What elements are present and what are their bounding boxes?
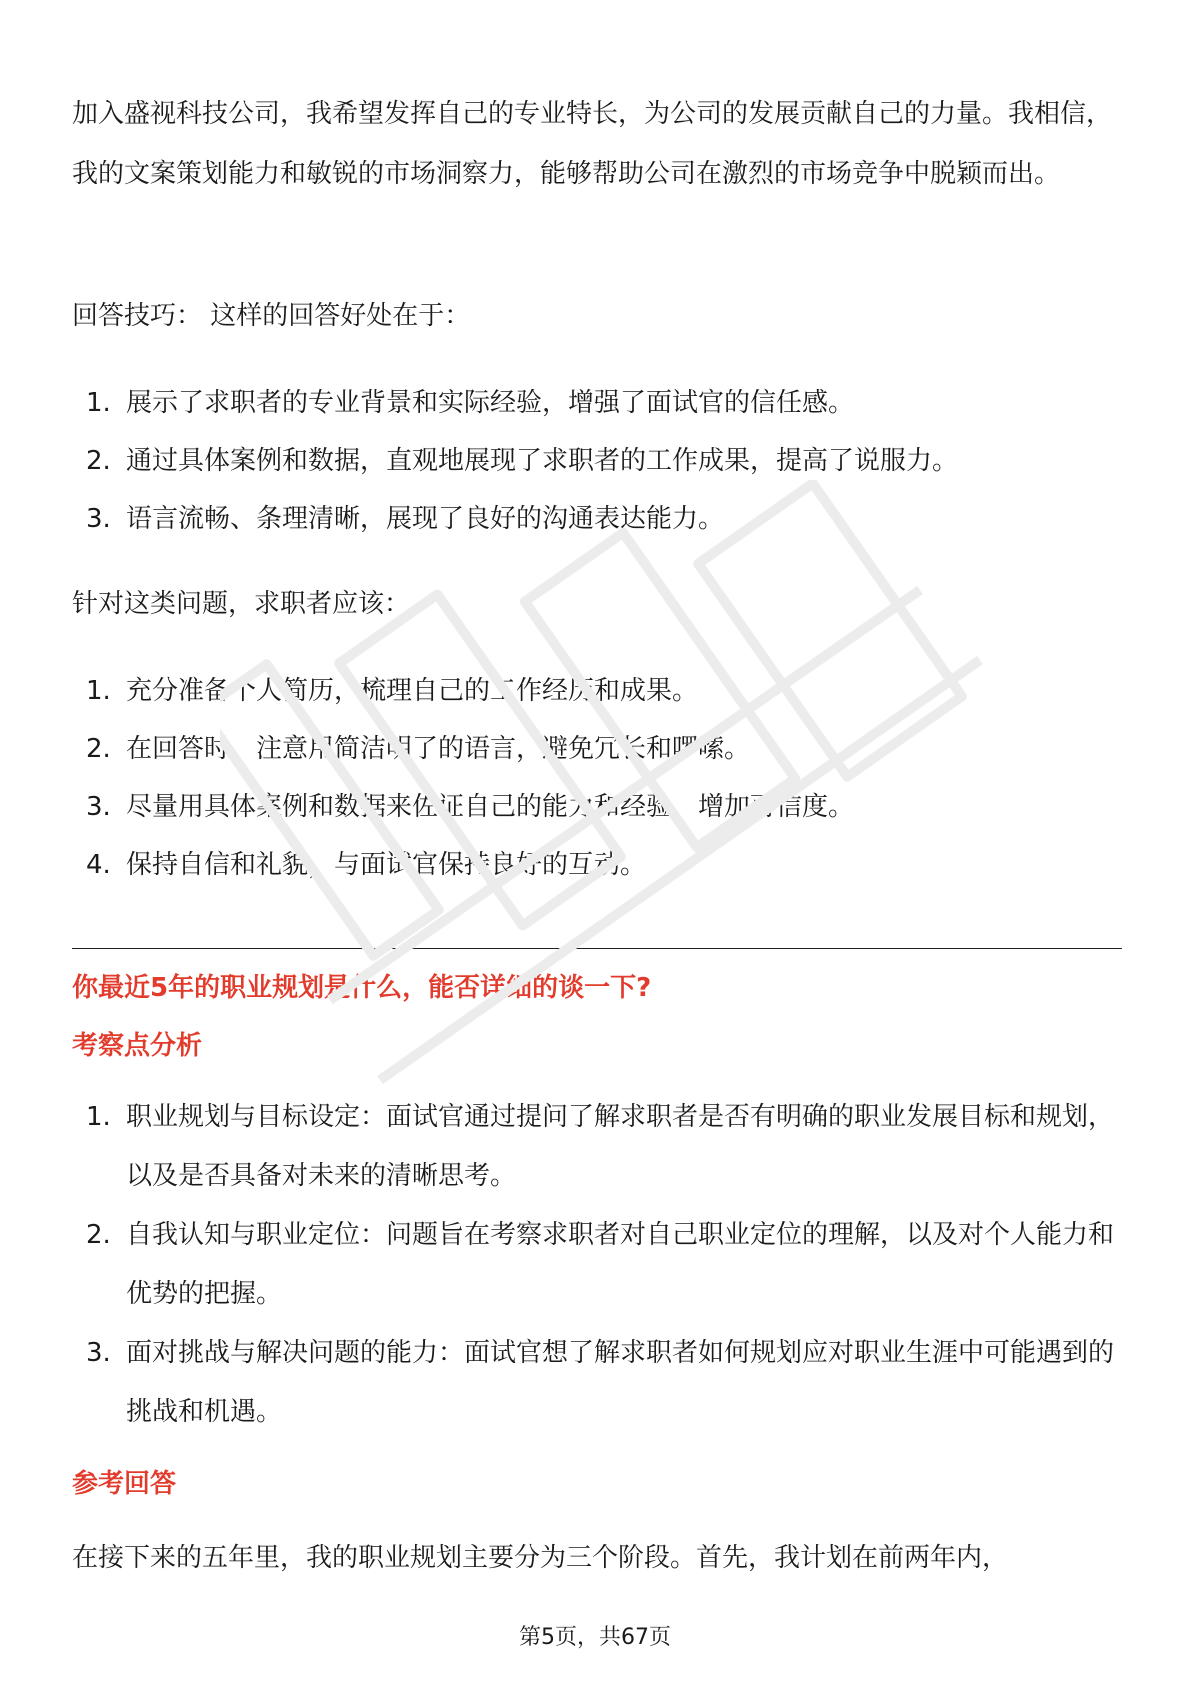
list-item bbox=[72, 432, 1122, 490]
section-divider bbox=[72, 948, 1122, 949]
list-item bbox=[72, 778, 1122, 836]
list-item-text: 语言流畅、条理清晰，展现了良好的沟通表达能力。 bbox=[126, 504, 725, 534]
tips-label: 回答技巧： 这样的回答好处在于： bbox=[72, 301, 471, 331]
list-number: 1. bbox=[86, 1102, 111, 1132]
page-footer: 第5页，共67页 bbox=[519, 1625, 671, 1650]
should-label: 针对这类问题，求职者应该： bbox=[72, 589, 411, 619]
list-number: 3. bbox=[86, 792, 111, 822]
list-number: 2. bbox=[86, 1220, 111, 1250]
should-list bbox=[72, 662, 1122, 894]
list-item-text: 自我认知与职业定位：问题旨在考察求职者对自己职业定位的理解，以及对个人能力和优势的把握。 bbox=[126, 1220, 1115, 1309]
analysis-heading: 考察点分析 bbox=[72, 1031, 203, 1061]
list-item-text: 面对挑战与解决问题的能力：面试官想了解求职者如何规划应对职业生涯中可能遇到的挑战和机遇。 bbox=[126, 1338, 1115, 1427]
list-number: 3. bbox=[86, 1338, 111, 1368]
list-number: 3. bbox=[86, 504, 111, 534]
list-item-text: 充分准备个人简历，梳理自己的工作经历和成果。 bbox=[126, 676, 699, 706]
reference-heading: 参考回答 bbox=[72, 1469, 177, 1499]
list-item-text: 职业规划与目标设定：面试官通过提问了解求职者是否有明确的职业发展目标和规划，以及是否具备对未来的清晰思考。 bbox=[126, 1102, 1115, 1191]
list-item-text: 在回答时，注意用简洁明了的语言，避免冗长和啰嗦。 bbox=[126, 734, 751, 764]
list-item-text: 尽量用具体案例和数据来佐证自己的能力和经验，增加可信度。 bbox=[126, 792, 855, 822]
reference-answer: 在接下来的五年里，我的职业规划主要分为三个阶段。首先，我计划在前两年内， bbox=[72, 1543, 1009, 1573]
list-item bbox=[72, 1324, 1122, 1442]
intro-paragraph: 加入盛视科技公司，我希望发挥自己的专业特长，为公司的发展贡献自己的力量。我相信，我的文案策划能力和敏锐的市场洞察力，能够帮助公司在激烈的市场竞争中脱颖而出。 bbox=[72, 99, 1113, 189]
list-item-text: 通过具体案例和数据，直观地展现了求职者的工作成果，提高了说服力。 bbox=[126, 446, 959, 476]
list-item bbox=[72, 490, 1122, 548]
tips-list bbox=[72, 374, 1122, 548]
analysis-list bbox=[72, 1088, 1122, 1442]
list-item bbox=[72, 1088, 1122, 1206]
list-number: 1. bbox=[86, 676, 111, 706]
list-item bbox=[72, 662, 1122, 720]
list-number: 4. bbox=[86, 850, 111, 880]
list-number: 2. bbox=[86, 734, 111, 764]
list-number: 2. bbox=[86, 446, 111, 476]
list-item-text: 保持自信和礼貌，与面试官保持良好的互动。 bbox=[126, 850, 647, 880]
list-item bbox=[72, 374, 1122, 432]
list-item bbox=[72, 720, 1122, 778]
list-number: 1. bbox=[86, 388, 111, 418]
question-heading: 你最近5年的职业规划是什么，能否详细的谈一下? bbox=[72, 973, 652, 1003]
list-item bbox=[72, 836, 1122, 894]
list-item-text: 展示了求职者的专业背景和实际经验，增强了面试官的信任感。 bbox=[126, 388, 855, 418]
list-item bbox=[72, 1206, 1122, 1324]
